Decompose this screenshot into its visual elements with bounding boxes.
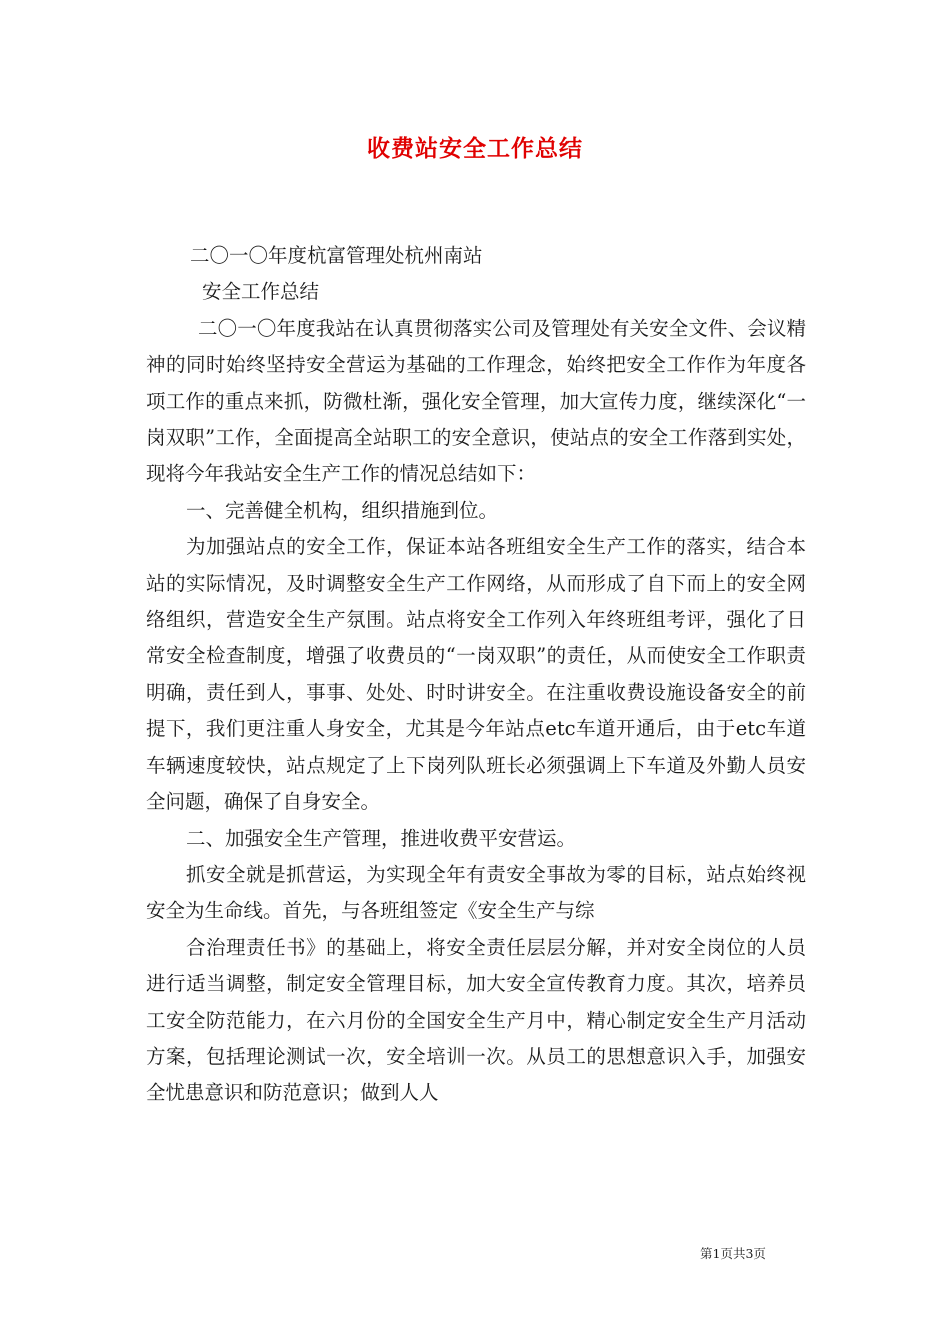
paragraph-intro: 二〇一〇年度我站在认真贯彻落实公司及管理处有关安全文件、会议精神的同时始终坚持安全营运为基础的工作理念，始终把安全工作作为年度各项工作的重点来抓，防微杜渐，强化安全管理，加大宣传力度，继续深化“一岗双职”工作，全面提高全站职工的安全意识，使站点的安全工作落到实处，现将今年我站安全生产工作的情况总结如下： bbox=[146, 316, 806, 486]
page-number: 第1页共3页 bbox=[700, 1246, 766, 1261]
paragraph-section-one-body: 为加强站点的安全工作，保证本站各班组安全生产工作的落实，结合本站的实际情况，及时调整安全生产工作网络，从而形成了自下而上的安全网络组织，营造安全生产氛围。站点将安全工作列入年终班组考评，强化了日常安全检查制度，增强了收费员的“一岗双职”的责任，从而使安全工作职责明确，责任到人，事事、处处、时时讲安全。在注重收费设施设备安全的前提下，我们更注重人身安全，尤其是今年站点etc车道开通后，由于etc车道车辆速度较快，站点规定了上下岗列队班长必须强调上下车道及外勤人员安全问题，确保了自身安全。 bbox=[146, 535, 806, 814]
paragraph-org-heading: 二〇一〇年度杭富管理处杭州南站 bbox=[190, 244, 483, 267]
document-title: 收费站安全工作总结 bbox=[367, 135, 583, 162]
paragraph-section-one-heading: 一、完善健全机构，组织措施到位。 bbox=[186, 498, 499, 522]
paragraph-section-two-body-a: 抓安全就是抓营运，为实现全年有责安全事故为零的目标，站点始终视安全为生命线。首先，与各班组签定《安全生产与综 bbox=[146, 862, 806, 923]
paragraph-section-two-body-b: 合治理责任书》的基础上，将安全责任层层分解，并对安全岗位的人员进行适当调整，制定安全管理目标，加大安全宣传教育力度。其次，培养员工安全防范能力，在六月份的全国安全生产月中，精心制定安全生产月活动方案，包括理论测试一次，安全培训一次。从员工的思想意识入手，加强安全忧患意识和防范意识；做到人人 bbox=[146, 935, 806, 1105]
paragraph-section-two-heading: 二、加强安全生产管理，推进收费平安营运。 bbox=[186, 826, 577, 850]
paragraph-summary-heading: 安全工作总结 bbox=[202, 280, 320, 304]
document-body bbox=[146, 238, 806, 1112]
